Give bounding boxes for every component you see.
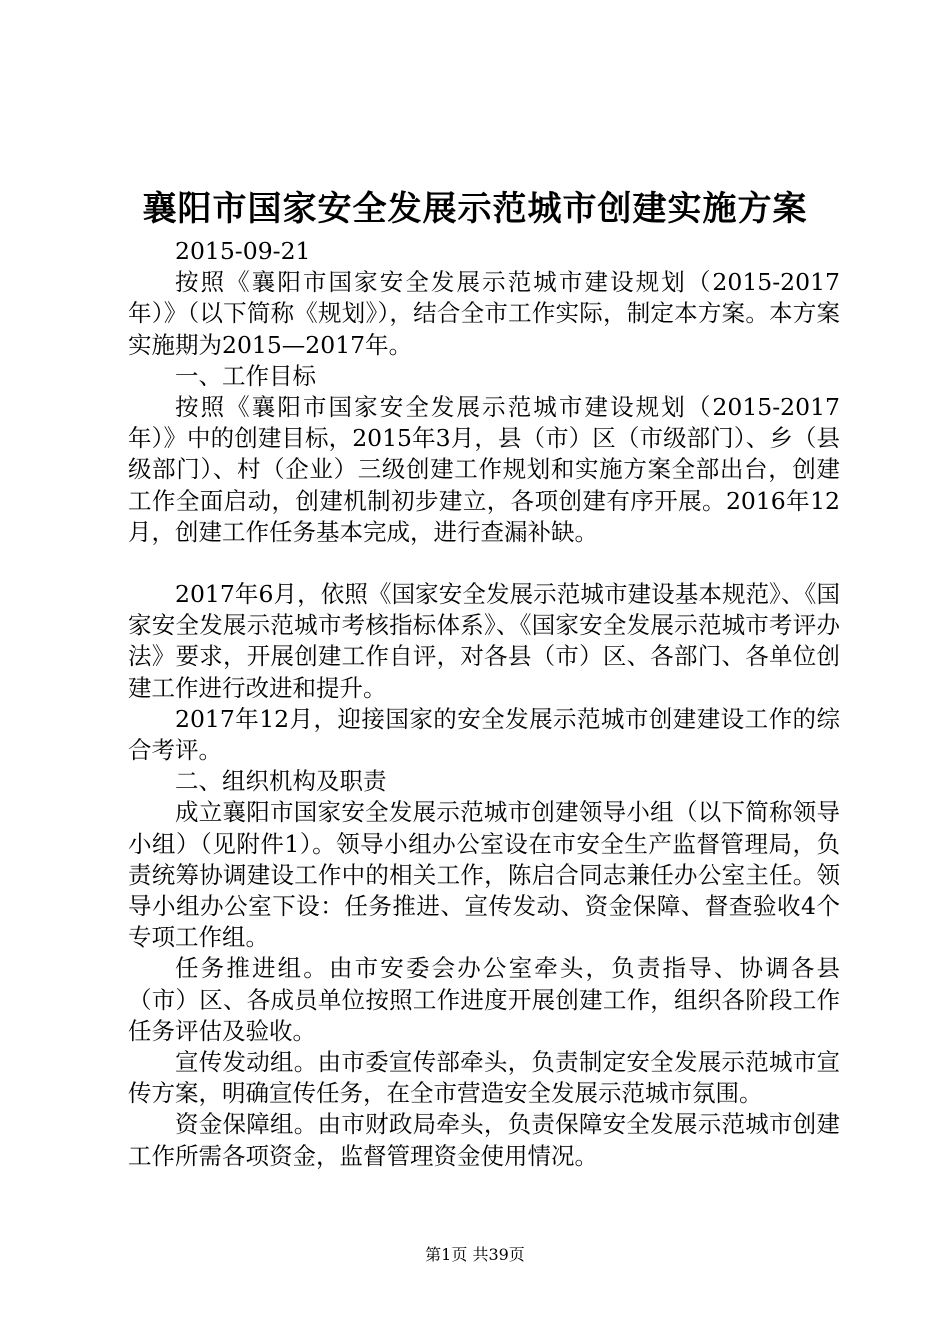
funding-group-paragraph: 资金保障组。由市财政局牵头，负责保障安全发展示范城市创建工作所需各项资金，监督管理资金使用情况。 (128, 1110, 840, 1170)
section-heading-goals: 一、工作目标 (175, 361, 316, 390)
section-heading-organization: 二、组织机构及职责 (175, 767, 387, 796)
organization-paragraph: 成立襄阳市国家安全发展示范城市创建领导小组（以下简称领导小组）（见附件1）。领导小组办公室设在市安全生产监督管理局，负责统筹协调建设工作中的相关工作，陈启合同志兼任办公室主任。领导小组办公室下设：任务推进、宣传发动、资金保障、督查验收4个专项工作组。 (128, 798, 840, 952)
goals-paragraph-2017-june: 2017年6月，依照《国家安全发展示范城市建设基本规范》、《国家安全发展示范城市考核指标体系》、《国家安全发展示范城市考评办法》要求，开展创建工作自评，对各县（市）区、各部门、各单位创建工作进行改进和提升。 (128, 580, 840, 702)
document-title: 襄阳市国家安全发展示范城市创建实施方案 (142, 189, 808, 229)
page-footer: 第1页 共39页 (425, 1245, 525, 1264)
publicity-group-paragraph: 宣传发动组。由市委宣传部牵头，负责制定安全发展示范城市宣传方案，明确宣传任务，在全市营造安全发展示范城市氛围。 (128, 1048, 840, 1108)
task-group-paragraph: 任务推进组。由市安委会办公室牵头，负责指导、协调各县（市）区、各成员单位按照工作进度开展创建工作，组织各阶段工作任务评估及验收。 (128, 954, 840, 1045)
document-date: 2015-09-21 (175, 237, 311, 265)
goals-paragraph: 按照《襄阳市国家安全发展示范城市建设规划（2015-2017年）》中的创建目标，2015年3月，县（市）区（市级部门）、乡（县级部门）、村（企业）三级创建工作规划和实施方案全部出台，创建工作全面启动，创建机制初步建立，各项创建有序开展。2016年12月，创建工作任务基本完成，进行查漏补缺。 (128, 393, 840, 546)
document-body (128, 236, 840, 1172)
goals-paragraph-2017-december: 2017年12月，迎接国家的安全发展示范城市创建建设工作的综合考评。 (128, 704, 840, 765)
intro-paragraph: 按照《襄阳市国家安全发展示范城市建设规划（2015-2017年）》（以下简称《规划》），结合全市工作实际，制定本方案。本方案实施期为2015—2017年。 (128, 268, 840, 359)
